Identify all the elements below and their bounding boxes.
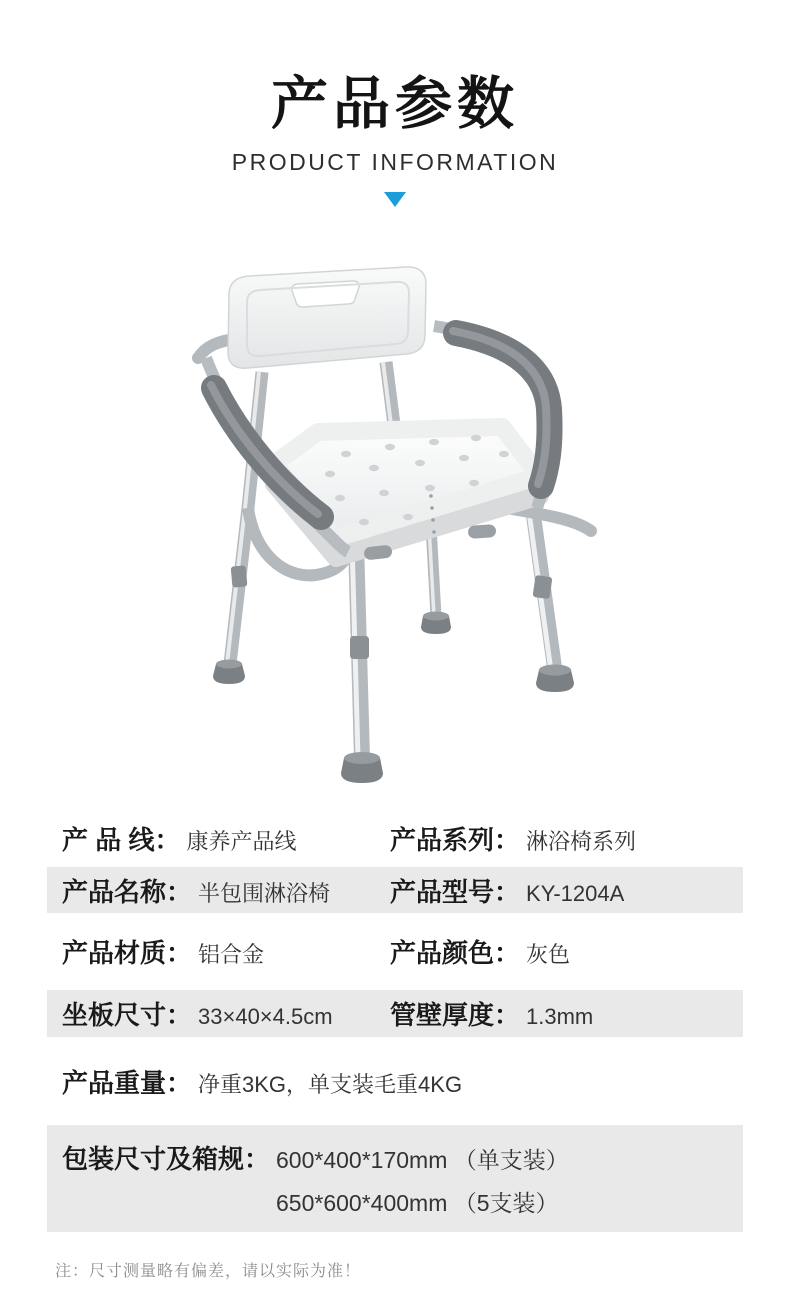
spec-value: 半包围淋浴椅 xyxy=(198,880,331,906)
spec-row-material xyxy=(47,913,743,990)
chair-collar-front-left xyxy=(350,636,369,659)
spec-label: 产品系列： xyxy=(390,825,521,855)
chair-foot-front-right xyxy=(536,665,574,693)
chair-collar-front-right xyxy=(533,575,553,599)
spec-value: 1.3mm xyxy=(526,1004,594,1029)
spec-cell xyxy=(390,933,570,970)
spec-table xyxy=(47,810,743,1232)
spec-cell xyxy=(390,995,593,1032)
spec-cell xyxy=(62,872,390,909)
spec-cell xyxy=(62,1063,462,1100)
page-header xyxy=(0,58,790,207)
shower-chair-image xyxy=(78,246,643,791)
spec-label: 产品重量： xyxy=(62,1067,193,1098)
spec-label: 管壁厚度： xyxy=(390,1000,521,1030)
spec-cell xyxy=(62,820,390,857)
spec-value: 净重3KG，单支装毛重4KG xyxy=(198,1071,463,1097)
spec-value: 650*600*400mm （5支装） xyxy=(276,1190,559,1216)
spec-value: 淋浴椅系列 xyxy=(526,829,637,854)
spec-value-lines xyxy=(276,1139,569,1225)
chair-foot-front-left xyxy=(341,752,383,783)
spec-label: 产 品 线： xyxy=(62,825,181,855)
page-subtitle: PRODUCT INFORMATION xyxy=(231,149,559,175)
chair-knob-right xyxy=(468,524,497,539)
spec-value: 33×40×4.5cm xyxy=(198,1004,333,1029)
spec-label: 产品材质： xyxy=(62,938,193,968)
spec-label: 坐板尺寸： xyxy=(62,1000,193,1030)
page-title: 产品参数 xyxy=(271,72,519,136)
footnote: 注：尺寸测量略有偏差，请以实际为准！ xyxy=(55,1263,362,1280)
spec-label: 产品名称： xyxy=(62,876,193,907)
spec-row-seat-size xyxy=(47,990,743,1037)
spec-row-weight xyxy=(47,1037,743,1125)
chair-collar-rear-left xyxy=(231,565,248,587)
spec-cell xyxy=(62,933,390,970)
spec-cell xyxy=(390,820,636,857)
spec-label: 产品颜色： xyxy=(390,938,521,968)
spec-row-product-name xyxy=(47,867,743,913)
spec-value: KY-1204A xyxy=(526,880,625,906)
spec-row-product-line xyxy=(47,810,743,867)
spec-label: 产品型号： xyxy=(390,876,521,907)
spec-cell xyxy=(390,872,624,909)
down-triangle-icon xyxy=(384,192,406,207)
spec-row-packaging xyxy=(47,1125,743,1232)
chair-foot-rear-right xyxy=(421,612,451,635)
spec-value: 600*400*170mm （单支装） xyxy=(276,1147,569,1173)
spec-cell xyxy=(62,995,390,1032)
spec-value: 铝合金 xyxy=(198,942,265,967)
spec-value: 灰色 xyxy=(526,942,571,967)
chair-foot-rear-left xyxy=(213,660,245,685)
spec-value: 康养产品线 xyxy=(186,829,297,854)
spec-label: 包装尺寸及箱规： xyxy=(62,1144,271,1174)
